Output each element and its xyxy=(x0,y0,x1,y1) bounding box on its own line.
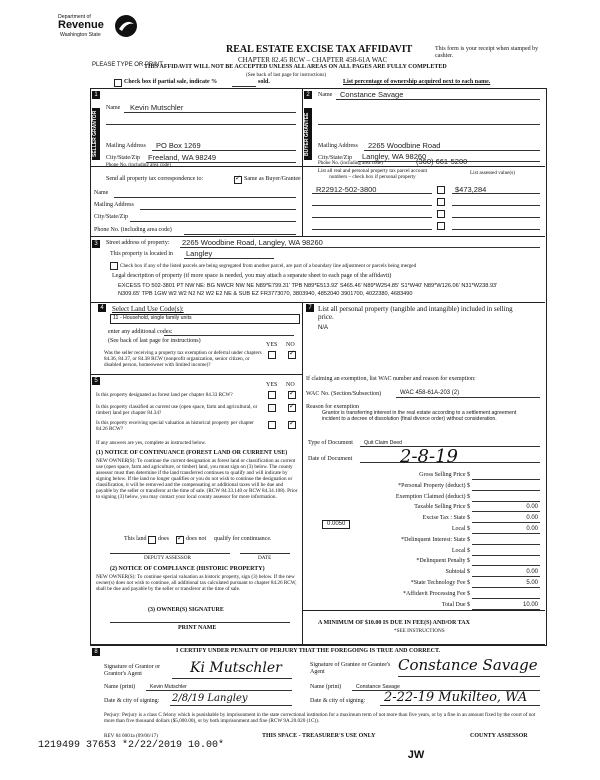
forest-q3-no[interactable] xyxy=(288,421,296,429)
buyer-phone-value[interactable]: (360) 661-5200 xyxy=(416,157,468,166)
parcel-number-value[interactable]: R22912-502-3800 xyxy=(316,185,377,194)
reason-label: Reason for exemption xyxy=(306,404,359,410)
form-chapter: CHAPTER 82.45 RCW – CHAPTER 458-61A WAC xyxy=(238,56,388,64)
treasurer-note: THIS SPACE - TREASURER'S USE ONLY xyxy=(262,733,376,739)
does-label: does xyxy=(158,536,169,542)
additional-codes-label: enter any additional codes: xyxy=(108,329,173,335)
qualify-label: qualify for continuance. xyxy=(214,536,272,542)
form-warning: THIS AFFIDAVIT WILL NOT BE ACCEPTED UNLESS ALL AREAS ON ALL PAGES ARE FULLY COMPLETED xyxy=(144,64,447,70)
parcel-header: List all real and personal property tax parcel account numbers – check box if personal property xyxy=(317,168,428,180)
tax-row-value[interactable]: 0.00 xyxy=(526,515,538,522)
tax-row-label: Local $ xyxy=(451,526,470,532)
logo-line3: Washington State xyxy=(60,32,101,38)
partial-sale-label: Check box if partial sale, indicate % xyxy=(124,79,218,85)
grantee-sig-label: Signature of Grantee or Grantee's Agent xyxy=(310,662,391,675)
street-value[interactable]: 2265 Woodbine Road, Langley, WA 98260 xyxy=(182,238,323,247)
corr-phone-label: Phone No. (including area code) xyxy=(94,227,172,233)
partial-sale-checkbox[interactable] xyxy=(114,79,122,87)
land-use-code-select[interactable]: 11 - Household, single family units xyxy=(110,314,300,324)
forest-q2: Is this property classified as current use (open space, farm and agricultural, or timber) land per chapter 84.34? xyxy=(96,404,258,416)
assessed-header: List assessed value(s) xyxy=(470,170,515,176)
located-label: This property is located in xyxy=(110,251,173,257)
tax-row-label: Excise Tax : State $ xyxy=(422,515,470,522)
buyer-mailing-label: Mailing Address xyxy=(318,143,358,149)
reason-value[interactable]: Grantor is transferring interest in the real estate according to a settlement agreement incident to a decree of dissolution (final divorce order) without consideration. xyxy=(322,410,517,422)
tax-row-label: Gross Selling Price $ xyxy=(419,472,470,478)
grantee-name-value[interactable]: Constance Savage xyxy=(356,684,400,690)
personal-property-checkbox-3[interactable] xyxy=(437,210,445,218)
section-3-marker: 3 xyxy=(92,240,100,248)
corr-city-label: City/State/Zip xyxy=(94,214,128,220)
seller-name-label: Name xyxy=(106,105,121,111)
rev-number: REV 84 0001a (09/06/17) xyxy=(104,733,158,739)
same-as-buyer-label: Same as Buyer/Grantee xyxy=(244,176,301,182)
tax-row-label: *Affidavit Processing Fee $ xyxy=(402,590,470,597)
street-label: Street address of property: xyxy=(106,240,170,246)
land-use-yes-label: YES xyxy=(266,342,278,348)
receipt-note: This form is your receipt when stamped by cashier. xyxy=(435,46,539,59)
same-as-buyer-checkbox[interactable] xyxy=(234,176,242,184)
grantee-signature[interactable]: Constance Savage xyxy=(398,656,538,674)
does-not-checkbox[interactable] xyxy=(176,536,184,544)
send-correspondence-label: Send all property tax correspondence to: xyxy=(106,176,204,182)
notice2-title: (2) NOTICE OF COMPLIANCE (HISTORIC PROPERTY) xyxy=(110,566,265,572)
tax-row-label: *State Technology Fee $ xyxy=(410,580,470,586)
buyer-city-value[interactable]: Langley, WA 98260 xyxy=(362,152,427,161)
notice2-text: NEW OWNER(S): To continue special valuation as historic property, sign (3) below. If the new owner(s) does not wish to continue, all additional tax calculated pursuant to chapter 84.26 RCW, shall be due and payable by the seller or transferor at the time of sale. xyxy=(96,574,297,592)
personal-property-label: List all personal property (tangible and intangible) included in selling price. xyxy=(318,305,513,321)
section-4-marker: 4 xyxy=(98,304,106,312)
forest-q1-no[interactable] xyxy=(288,391,296,399)
seller-city-value[interactable]: Freeland, WA 98249 xyxy=(148,153,217,162)
sold-label: sold. xyxy=(258,79,270,85)
doc-date-label: Date of Document xyxy=(308,456,353,462)
does-checkbox[interactable] xyxy=(148,536,156,544)
section-5-marker: 5 xyxy=(92,377,100,385)
tax-row-label: Exemption Claimed (deduct) $ xyxy=(395,493,470,500)
grantee-date-value[interactable]: 2-22-19 Mukilteo, WA xyxy=(384,690,528,705)
print-name-label: PRINT NAME xyxy=(178,625,217,631)
seller-side-label: SELLER GRANTOR xyxy=(92,108,100,160)
see-instructions-note: *SEE INSTRUCTIONS xyxy=(394,628,445,634)
personal-property-checkbox-2[interactable] xyxy=(437,198,445,206)
owner-signature-label: (3) OWNER(S) SIGNATURE xyxy=(148,607,224,613)
tax-row-label: Local $ xyxy=(451,547,470,554)
deputy-assessor-label: DEPUTY ASSESSOR xyxy=(144,555,191,561)
legal-value[interactable]: EXCESS TO 502-3801 PT NW NE: BG NWCR NW NE N89*E799.31' TPB N89*E513.92' S465.46' N89*W254.85' S1*W40' N89*W126.06' N31*W238.93' N309.65' TPB 1GW W2 W2 N2 N2 W2 E2 NE & SUB EZ FR3773070, 3803940, 4852040 3901700, 4022380, 4683490 xyxy=(118,283,498,297)
perjury-text: Perjury: Perjury is a class C felony which is punishable by imprisonment in the state correctional institution for a maximum term of not more than five years, or by a fine in an amount fixed by the court of not more than five thousand dollars ($5,000.00), or by both imprisonment and fine (RCW 9A.20.020 (1C)). xyxy=(104,712,536,724)
tax-row-value[interactable]: 5.00 xyxy=(526,580,538,586)
tax-row-label: *Delinquent Interest: State $ xyxy=(401,536,470,543)
notice1-title: (1) NOTICE OF CONTINUANCE (FOREST LAND OR CURRENT USE) xyxy=(96,450,288,456)
grantee-date-label: Date & city of signing: xyxy=(310,698,366,704)
minimum-due: A MINIMUM OF $10.00 IS DUE IN FEE(S) AND/OR TAX xyxy=(318,620,470,626)
forest-q1-yes[interactable] xyxy=(268,391,276,399)
tax-row-label: Total Due $ xyxy=(441,601,470,608)
grantor-name-value[interactable]: Kevin Mutschler xyxy=(150,684,187,690)
grantor-name-label: Name (print) xyxy=(104,684,136,690)
forest-q3-yes[interactable] xyxy=(268,421,276,429)
logo-line2: Revenue xyxy=(58,19,104,31)
personal-property-value[interactable]: N/A xyxy=(318,325,329,331)
corr-mailing-label: Mailing Address xyxy=(94,202,134,208)
please-type: PLEASE TYPE OR PRINT xyxy=(92,62,163,68)
corr-name-label: Name xyxy=(94,190,109,196)
forest-yes-label: YES xyxy=(266,382,278,388)
forest-no-label: NO xyxy=(286,382,295,388)
exemption-question: Was the seller receiving a property tax exemption or deferral under chapters 84.36, 84.37, or 84.38 RCW (nonprofit organization, senior citizen, or disabled person, homeowner with limited income)? xyxy=(104,350,262,368)
forest-q1: Is this property designated as forest land per chapter 84.33 RCW? xyxy=(96,392,233,398)
doc-date-value[interactable]: 2-8-19 xyxy=(400,446,458,467)
land-use-no-label: NO xyxy=(286,342,295,348)
dor-logo xyxy=(58,12,158,52)
personal-property-checkbox-4[interactable] xyxy=(437,222,445,230)
this-land-label: This land xyxy=(124,536,147,542)
tax-row-label: *Personal Property (deduct) $ xyxy=(398,482,470,489)
buyer-name-value[interactable]: Constance Savage xyxy=(340,90,404,99)
segregated-label: Check box if any of the listed parcels are being segregated from another parcel, are part of a boundary line adjustment or parcels being merged xyxy=(120,263,417,269)
exemption-intro: If claiming an exemption, list WAC number and reason for exemption: xyxy=(306,376,476,382)
percentage-note: List percentage of ownership acquired next to each name. xyxy=(343,79,491,85)
section-2-marker: 2 xyxy=(304,91,312,99)
wac-value[interactable]: WAC 458-61A-203 (2) xyxy=(400,390,460,396)
located-value[interactable]: Langley xyxy=(186,249,213,258)
section-7-marker: 7 xyxy=(306,304,314,312)
tax-row-value[interactable]: 10.00 xyxy=(522,601,538,608)
land-use-label: Select Land Use Code(s): xyxy=(112,305,184,313)
recording-stamp: 1219499 37653 *2/22/2019 10.00* xyxy=(38,740,225,751)
grantor-date-label: Date & city of signing: xyxy=(104,698,160,704)
seller-mailing-value[interactable]: PO Box 1269 xyxy=(156,141,201,150)
section-8-marker: 8 xyxy=(92,648,100,656)
doc-type-value[interactable]: Quit Claim Deed xyxy=(364,440,403,446)
tax-row-value[interactable]: 0.00 xyxy=(526,504,538,511)
exemption-yes-checkbox[interactable] xyxy=(268,351,276,359)
doc-type-label: Type of Document xyxy=(308,440,353,446)
buyer-phone-label: Phone No. (including area code) xyxy=(318,161,383,166)
county-assessor-label: COUNTY ASSESSOR xyxy=(470,733,528,739)
forest-q2-yes[interactable] xyxy=(268,404,276,412)
seller-name-value[interactable]: Kevin Mutschler xyxy=(130,103,184,112)
logo-line1: Department of xyxy=(58,14,91,20)
grantor-date-value[interactable]: 2/8/19 Langley xyxy=(172,693,248,704)
buyer-name-label: Name xyxy=(318,92,333,98)
initials-stamp: JW xyxy=(407,749,425,761)
grantor-signature[interactable]: Ki Mutschler xyxy=(190,660,282,676)
exemption-no-checkbox[interactable] xyxy=(288,351,296,359)
segregated-checkbox[interactable] xyxy=(110,262,118,270)
does-not-label: does not xyxy=(186,536,207,542)
certify-text: I CERTIFY UNDER PENALTY OF PERJURY THAT THE FOREGOING IS TRUE AND CORRECT. xyxy=(176,648,441,654)
forest-q4: If any answers are yes, complete as instructed below. xyxy=(96,440,207,446)
section-1-marker: 1 xyxy=(92,91,100,99)
tax-row-value[interactable]: 0.00 xyxy=(526,526,538,532)
tax-row-label: *Delinquent Penalty $ xyxy=(416,558,470,565)
see-back-label: (See back of last page for instructions) xyxy=(108,338,201,344)
date-label: DATE xyxy=(258,555,272,561)
personal-property-checkbox-1[interactable] xyxy=(437,186,445,194)
tax-row-label: Taxable Selling Price $ xyxy=(414,504,470,511)
seller-mailing-label: Mailing Address xyxy=(106,143,146,149)
form-title: REAL ESTATE EXCISE TAX AFFIDAVIT xyxy=(226,44,413,55)
tax-row-label: Subtotal $ xyxy=(445,569,470,576)
buyer-mailing-value[interactable]: 2265 Woodbine Road xyxy=(368,141,441,150)
buyer-side-label: BUYER GRANTEE xyxy=(304,108,312,160)
logo-swoosh-icon xyxy=(114,14,138,38)
seller-city-label: City/State/Zip xyxy=(106,155,140,161)
assessed-value[interactable]: $473,284 xyxy=(455,185,487,194)
forest-q3: Is this property receiving special valuation as historical property per chapter 84.26 RCW? xyxy=(96,420,254,432)
local-rate-value[interactable]: 0.0050 xyxy=(322,520,350,529)
grantee-name-label: Name (print) xyxy=(310,684,342,690)
legal-label: Legal description of property (if more space is needed, you may attach a separate sheet to each page of the affidavit) xyxy=(112,273,392,279)
grantor-sig-label: Signature of Grantor or Grantor's Agent xyxy=(104,664,161,677)
tax-row-value[interactable]: 0.00 xyxy=(526,569,538,576)
buyer-city-label: City/State/Zip xyxy=(318,155,352,161)
see-instructions: (See back of last page for instructions) xyxy=(246,72,327,78)
seller-phone-label: Phone No. (including area code) xyxy=(106,163,171,168)
wac-label: WAC No. (Section/Subsection) xyxy=(306,391,382,397)
notice1-text: NEW OWNER(S): To continue the current designation as forest land or classification as current use (open space, farm and agriculture, or timber) land, you must sign on (3) below. The county assessor must then determine if the land transferred continues to qualify and will indicate by signing below. If the land no longer qualifies or you do not wish to continue the designation or classification, it will be removed and the compensating or additional taxes will be due and payable by the seller or transferor at the time of sale. (RCW 84.33.140 or RCW 84.34.108). Prior to signing (3) below, you may contact your local county assessor for more information. xyxy=(96,458,298,500)
forest-q2-no[interactable] xyxy=(288,404,296,412)
